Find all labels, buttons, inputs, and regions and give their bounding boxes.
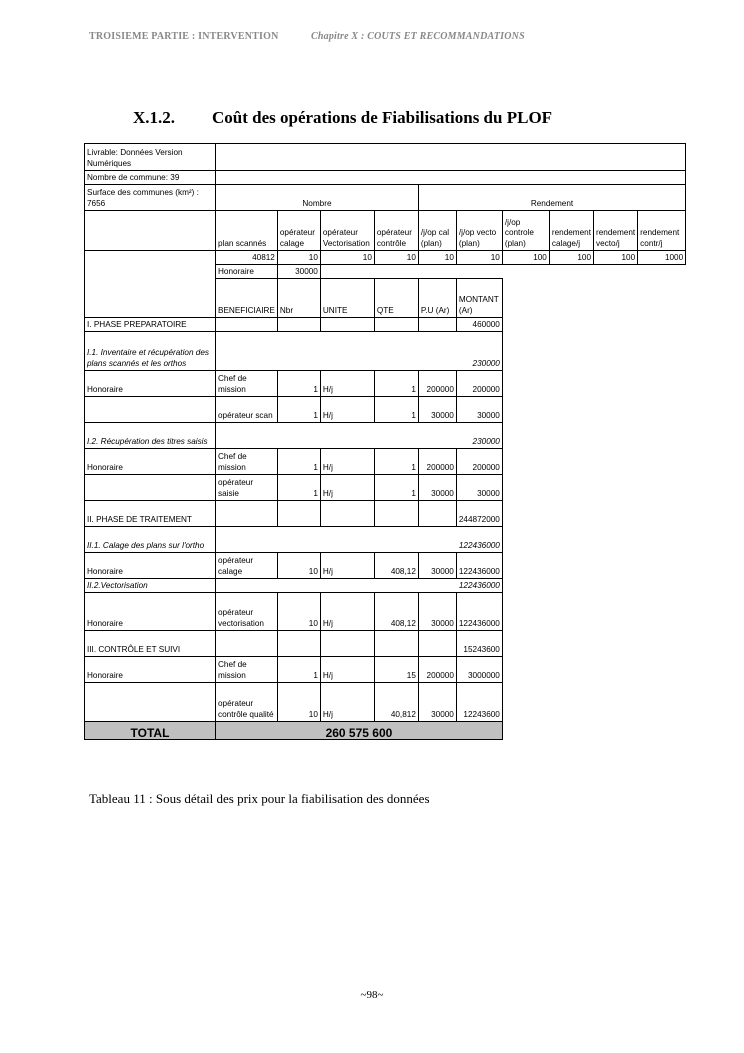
value-cell: 100: [594, 251, 638, 265]
qte: 1: [374, 397, 418, 423]
beneficiaire: Chef de mission: [216, 657, 278, 683]
running-header-chapter: Chapitre X : COUTS ET RECOMMANDATIONS: [311, 31, 525, 42]
empty-cell: [216, 171, 686, 185]
col-head: opérateur Vectorisation: [320, 211, 374, 251]
honoraire-value: 30000: [277, 265, 320, 279]
unite: H/j: [320, 657, 374, 683]
section-number: X.1.2.: [133, 108, 176, 127]
empty-cell: [216, 144, 686, 171]
beneficiaire: opérateur vectorisation: [216, 593, 278, 631]
total-value: 260 575 600: [216, 722, 503, 740]
qte: 408,12: [374, 593, 418, 631]
montant: 122436000: [456, 593, 502, 631]
sub-head: MONTANT (Ar): [456, 279, 502, 318]
pu: 200000: [418, 371, 456, 397]
page-number: ~98~: [360, 989, 384, 1001]
subsection-amount: 230000: [216, 332, 503, 371]
phase-label: III. CONTRÔLE ET SUIVI: [85, 631, 216, 657]
unite: H/j: [320, 593, 374, 631]
row-label: [85, 475, 216, 501]
table-row: [85, 631, 686, 657]
unite: H/j: [320, 397, 374, 423]
table-row: [85, 211, 686, 251]
total-label: TOTAL: [85, 722, 216, 740]
col-head: opérateur contrôle: [374, 211, 418, 251]
nbr: 1: [277, 475, 320, 501]
beneficiaire: Chef de mission: [216, 371, 278, 397]
phase-label: II. PHASE DE TRAITEMENT: [85, 501, 216, 527]
nbr: 10: [277, 683, 320, 722]
nb-communes-cell: Nombre de commune: 39: [85, 171, 216, 185]
section-title: Coût des opérations de Fiabilisations du PLOF: [212, 108, 553, 127]
subsection-amount: 122436000: [216, 527, 503, 553]
unite: H/j: [320, 553, 374, 579]
montant: 122436000: [456, 553, 502, 579]
phase-amount: 460000: [456, 318, 502, 332]
col-head: /j/op cal (plan): [418, 211, 456, 251]
row-label: [85, 397, 216, 423]
table-row: [85, 397, 686, 423]
pu: 30000: [418, 475, 456, 501]
table-row: [85, 501, 686, 527]
nbr: 10: [277, 593, 320, 631]
beneficiaire: Chef de mission: [216, 449, 278, 475]
col-head: rendement contr/j: [638, 211, 686, 251]
value-cell: 40812: [216, 251, 278, 265]
col-head: /j/op vecto (plan): [456, 211, 502, 251]
livrable-cell: Livrable: Données Version Numériques: [85, 144, 216, 171]
table-row: [85, 527, 686, 553]
row-label: Honoraire: [85, 553, 216, 579]
table-row: [85, 171, 686, 185]
sub-head: QTE: [374, 279, 418, 318]
table-row: [85, 449, 686, 475]
surface-cell: Surface des communes (km²) : 7656: [85, 185, 216, 211]
value-cell: 100: [549, 251, 593, 265]
qte: 1: [374, 371, 418, 397]
montant: 200000: [456, 449, 502, 475]
nbr: 1: [277, 371, 320, 397]
running-header-part: TROISIEME PARTIE : INTERVENTION: [89, 31, 279, 42]
table-row: [85, 371, 686, 397]
qte: 15: [374, 657, 418, 683]
table-row: [85, 144, 686, 171]
table-row: [85, 593, 686, 631]
value-cell: 10: [374, 251, 418, 265]
subsection-label: II.1. Calage des plans sur l'ortho: [85, 527, 216, 553]
row-label: Honoraire: [85, 371, 216, 397]
sub-head: BENEFICIAIRE: [216, 279, 278, 318]
row-label: Honoraire: [85, 593, 216, 631]
value-cell: 10: [320, 251, 374, 265]
col-head: /j/op controle (plan): [502, 211, 549, 251]
sub-head: UNITE: [320, 279, 374, 318]
unite: H/j: [320, 371, 374, 397]
pu: 30000: [418, 397, 456, 423]
empty-cell: [85, 211, 216, 251]
subsection-amount: 230000: [216, 423, 503, 449]
value-cell: 1000: [638, 251, 686, 265]
nbr: 1: [277, 397, 320, 423]
beneficiaire: opérateur saisie: [216, 475, 278, 501]
montant: 30000: [456, 475, 502, 501]
unite: H/j: [320, 449, 374, 475]
table-row: [85, 251, 686, 265]
col-head: plan scannés: [216, 211, 278, 251]
value-cell: 10: [456, 251, 502, 265]
pu: 30000: [418, 553, 456, 579]
table-row: [85, 553, 686, 579]
table-row: [85, 579, 686, 593]
unite: H/j: [320, 475, 374, 501]
phase-amount: 15243600: [456, 631, 502, 657]
table-row: [85, 722, 686, 740]
montant: 30000: [456, 397, 502, 423]
phase-amount: 244872000: [456, 501, 502, 527]
row-label: Honoraire: [85, 449, 216, 475]
table-row: [85, 683, 686, 722]
table-row: [85, 185, 686, 211]
pu: 200000: [418, 657, 456, 683]
beneficiaire: opérateur scan: [216, 397, 278, 423]
qte: 40,812: [374, 683, 418, 722]
pu: 200000: [418, 449, 456, 475]
table-caption: Tableau 11 : Sous détail des prix pour la fiabilisation des données: [89, 791, 430, 806]
value-cell: 10: [418, 251, 456, 265]
nbr: 1: [277, 449, 320, 475]
table-row: [85, 475, 686, 501]
montant: 12243600: [456, 683, 502, 722]
honoraire-label: Honoraire: [216, 265, 278, 279]
subsection-label: I.2. Récupération des titres saisis: [85, 423, 216, 449]
beneficiaire: opérateur contrôle qualité: [216, 683, 278, 722]
qte: 1: [374, 475, 418, 501]
qte: 408,12: [374, 553, 418, 579]
beneficiaire: opérateur calage: [216, 553, 278, 579]
group-nombre: Nombre: [216, 185, 419, 211]
sub-head: P.U (Ar): [418, 279, 456, 318]
nbr: 10: [277, 553, 320, 579]
subsection-label: II.2.Vectorisation: [85, 579, 216, 593]
phase-label: I. PHASE PREPARATOIRE: [85, 318, 216, 332]
group-rendement: Rendement: [418, 185, 685, 211]
qte: 1: [374, 449, 418, 475]
table-row: [85, 657, 686, 683]
montant: 200000: [456, 371, 502, 397]
empty-cell: [85, 251, 216, 318]
table-row: [85, 318, 686, 332]
unite: H/j: [320, 683, 374, 722]
row-label: Honoraire: [85, 657, 216, 683]
pu: 30000: [418, 593, 456, 631]
value-cell: 100: [502, 251, 549, 265]
table-row: [85, 423, 686, 449]
subsection-amount: 122436000: [216, 579, 503, 593]
col-head: rendement vecto/j: [594, 211, 638, 251]
montant: 3000000: [456, 657, 502, 683]
cost-table: [84, 143, 686, 740]
subsection-label: I.1. Inventaire et récupération des plans scannés et les orthos: [85, 332, 216, 371]
nbr: 1: [277, 657, 320, 683]
col-head: opérateur calage: [277, 211, 320, 251]
pu: 30000: [418, 683, 456, 722]
col-head: rendement calage/j: [549, 211, 593, 251]
row-label: [85, 683, 216, 722]
value-cell: 10: [277, 251, 320, 265]
sub-head: Nbr: [277, 279, 320, 318]
table-row: [85, 332, 686, 371]
